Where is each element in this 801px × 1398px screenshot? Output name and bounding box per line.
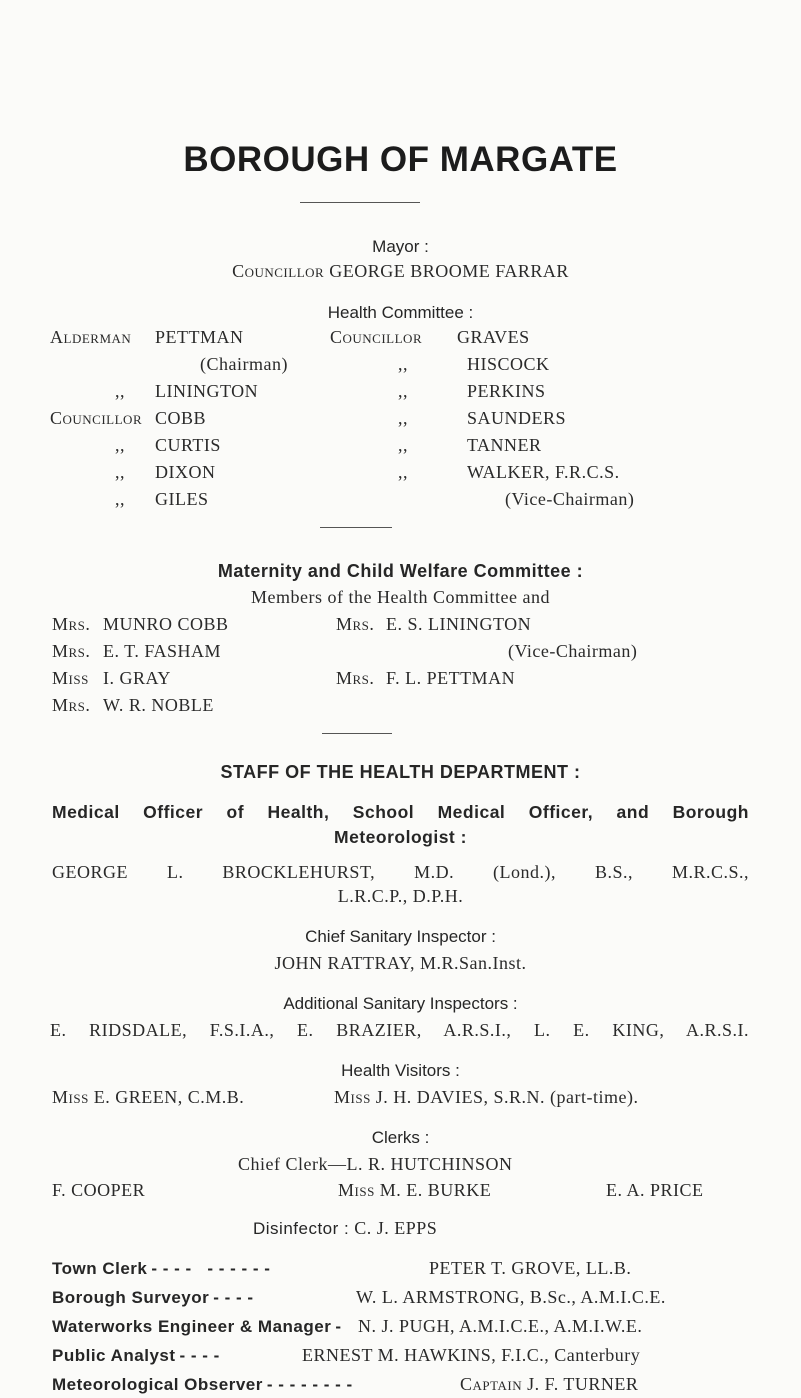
mayor-line bbox=[0, 261, 801, 282]
officer-prefix: Captain bbox=[460, 1374, 523, 1394]
officer-row bbox=[52, 1346, 220, 1366]
asi-heading: Additional Sanitary Inspectors : bbox=[283, 994, 518, 1013]
hc-left-name-6: GILES bbox=[155, 489, 209, 509]
hc-left-prefix-3: Councillor bbox=[50, 408, 143, 428]
hc-right-prefix-3: ,, bbox=[398, 408, 408, 428]
officer-leader: - - - - bbox=[213, 1288, 254, 1307]
mayor-title: Councillor bbox=[232, 261, 325, 281]
hc-left-prefix-2: ,, bbox=[115, 381, 125, 401]
officer-row bbox=[52, 1317, 342, 1337]
page-title: BOROUGH OF MARGATE bbox=[183, 140, 618, 179]
officer-name-text: J. F. TURNER bbox=[527, 1374, 639, 1394]
clerks-heading: Clerks : bbox=[371, 1128, 430, 1147]
officer-name: N. J. PUGH, A.M.I.C.E., A.M.I.W.E. bbox=[358, 1316, 643, 1336]
moh-name-line2: L.R.C.P., D.P.H. bbox=[337, 886, 464, 906]
hc-left-prefix-0: Alderman bbox=[50, 327, 132, 347]
hv-right-prefix: Miss bbox=[334, 1087, 371, 1107]
divider bbox=[322, 733, 392, 734]
divider bbox=[320, 527, 392, 528]
hc-left-name-2: LININGTON bbox=[155, 381, 259, 401]
officer-leader: - bbox=[335, 1317, 342, 1336]
moh-name-line1: GEORGE L. BROCKLEHURST, M.D. (Lond.), B.S., M.R.C.S., bbox=[52, 862, 749, 882]
moh-heading-line1: Medical Officer of Health, School Medical Officer, and Borough bbox=[52, 802, 749, 822]
mayor-heading: Mayor : bbox=[372, 237, 429, 256]
officer-name bbox=[460, 1374, 638, 1395]
hc-left-name-0: PETTMAN bbox=[155, 327, 244, 347]
mat-left-prefix-1: Mrs. bbox=[52, 641, 91, 661]
divider bbox=[300, 202, 420, 203]
hc-right-prefix-4: ,, bbox=[398, 435, 408, 455]
hc-left-prefix-5: ,, bbox=[115, 462, 125, 482]
hc-right-name-6: (Vice-Chairman) bbox=[505, 489, 635, 509]
officer-row bbox=[52, 1288, 254, 1308]
moh-heading-line2: Meteorologist : bbox=[334, 827, 467, 847]
disinfector-label: Disinfector : bbox=[253, 1219, 350, 1238]
chief-clerk: Chief Clerk—L. R. HUTCHINSON bbox=[238, 1154, 513, 1174]
officer-name: PETER T. GROVE, LL.B. bbox=[429, 1258, 632, 1278]
officer-row bbox=[52, 1259, 270, 1279]
hc-left-name-4: CURTIS bbox=[155, 435, 221, 455]
clerk-mid-prefix: Miss bbox=[338, 1180, 375, 1200]
staff-heading: STAFF OF THE HEALTH DEPARTMENT : bbox=[220, 762, 581, 782]
hc-left-prefix-4: ,, bbox=[115, 435, 125, 455]
csi-name: JOHN RATTRAY, M.R.San.Inst. bbox=[274, 953, 527, 973]
mat-left-prefix-2: Miss bbox=[52, 668, 89, 688]
officer-leader: - - - - bbox=[179, 1346, 220, 1365]
officer-name: W. L. ARMSTRONG, B.Sc., A.M.I.C.E. bbox=[356, 1287, 666, 1307]
mat-left-name-1: E. T. FASHAM bbox=[103, 641, 222, 661]
hc-right-prefix-2: ,, bbox=[398, 381, 408, 401]
mat-right-name-2: F. L. PETTMAN bbox=[386, 668, 516, 688]
hc-left-name-3: COBB bbox=[155, 408, 207, 428]
officer-label: Town Clerk bbox=[52, 1259, 148, 1278]
hv-heading: Health Visitors : bbox=[341, 1061, 460, 1080]
officer-row bbox=[52, 1375, 353, 1395]
disinfector-name: C. J. EPPS bbox=[354, 1218, 438, 1238]
officer-label: Borough Surveyor bbox=[52, 1288, 210, 1307]
clerk-left: F. COOPER bbox=[52, 1180, 146, 1200]
hc-right-prefix-0: Councillor bbox=[330, 327, 423, 347]
hc-right-name-4: TANNER bbox=[467, 435, 542, 455]
officer-label: Meteorological Observer bbox=[52, 1375, 263, 1394]
officer-name: ERNEST M. HAWKINS, F.I.C., Canterbury bbox=[302, 1345, 641, 1365]
officer-leader: - - - - - - - - bbox=[266, 1375, 353, 1394]
mat-left-name-2: I. GRAY bbox=[103, 668, 171, 688]
officer-label: Public Analyst bbox=[52, 1346, 176, 1365]
hv-left-name: E. GREEN, C.M.B. bbox=[93, 1087, 245, 1107]
officer-leader: - - - - - - - - - - bbox=[151, 1259, 271, 1278]
clerk-right: E. A. PRICE bbox=[606, 1180, 704, 1200]
mat-right-name-1: (Vice-Chairman) bbox=[508, 641, 638, 661]
maternity-subheading: Members of the Health Committee and bbox=[251, 587, 550, 607]
health-committee-heading: Health Committee : bbox=[327, 303, 474, 322]
hc-right-name-0: GRAVES bbox=[457, 327, 530, 347]
mat-left-prefix-0: Mrs. bbox=[52, 614, 91, 634]
asi-names: E. RIDSDALE, F.S.I.A., E. BRAZIER, A.R.S.I., L. E. KING, A.R.S.I. bbox=[50, 1020, 749, 1040]
hc-right-name-2: PERKINS bbox=[467, 381, 546, 401]
mat-right-name-0: E. S. LININGTON bbox=[386, 614, 532, 634]
hc-right-prefix-5: ,, bbox=[398, 462, 408, 482]
hc-right-name-1: HISCOCK bbox=[467, 354, 550, 374]
clerk-mid-name: M. E. BURKE bbox=[379, 1180, 492, 1200]
hc-right-prefix-1: ,, bbox=[398, 354, 408, 374]
disinfector bbox=[253, 1218, 437, 1239]
mayor-name: GEORGE BROOME FARRAR bbox=[329, 261, 569, 281]
clerk-mid bbox=[338, 1180, 491, 1201]
hc-right-name-3: SAUNDERS bbox=[467, 408, 567, 428]
mat-right-prefix-2: Mrs. bbox=[336, 668, 375, 688]
csi-heading: Chief Sanitary Inspector : bbox=[305, 927, 496, 946]
officer-label: Waterworks Engineer & Manager bbox=[52, 1317, 332, 1336]
hv-right-name: J. H. DAVIES, S.R.N. (part-time). bbox=[375, 1087, 639, 1107]
hv-right bbox=[334, 1087, 638, 1108]
hv-left bbox=[52, 1087, 244, 1108]
hc-right-name-5: WALKER, F.R.C.S. bbox=[467, 462, 620, 482]
mat-left-name-3: W. R. NOBLE bbox=[103, 695, 214, 715]
hc-left-prefix-6: ,, bbox=[115, 489, 125, 509]
hc-left-name-5: DIXON bbox=[155, 462, 216, 482]
maternity-heading: Maternity and Child Welfare Committee : bbox=[217, 561, 584, 581]
mat-left-name-0: MUNRO COBB bbox=[103, 614, 229, 634]
mat-left-prefix-3: Mrs. bbox=[52, 695, 91, 715]
hv-left-prefix: Miss bbox=[52, 1087, 89, 1107]
mat-right-prefix-0: Mrs. bbox=[336, 614, 375, 634]
hc-left-name-1: (Chairman) bbox=[200, 354, 288, 374]
